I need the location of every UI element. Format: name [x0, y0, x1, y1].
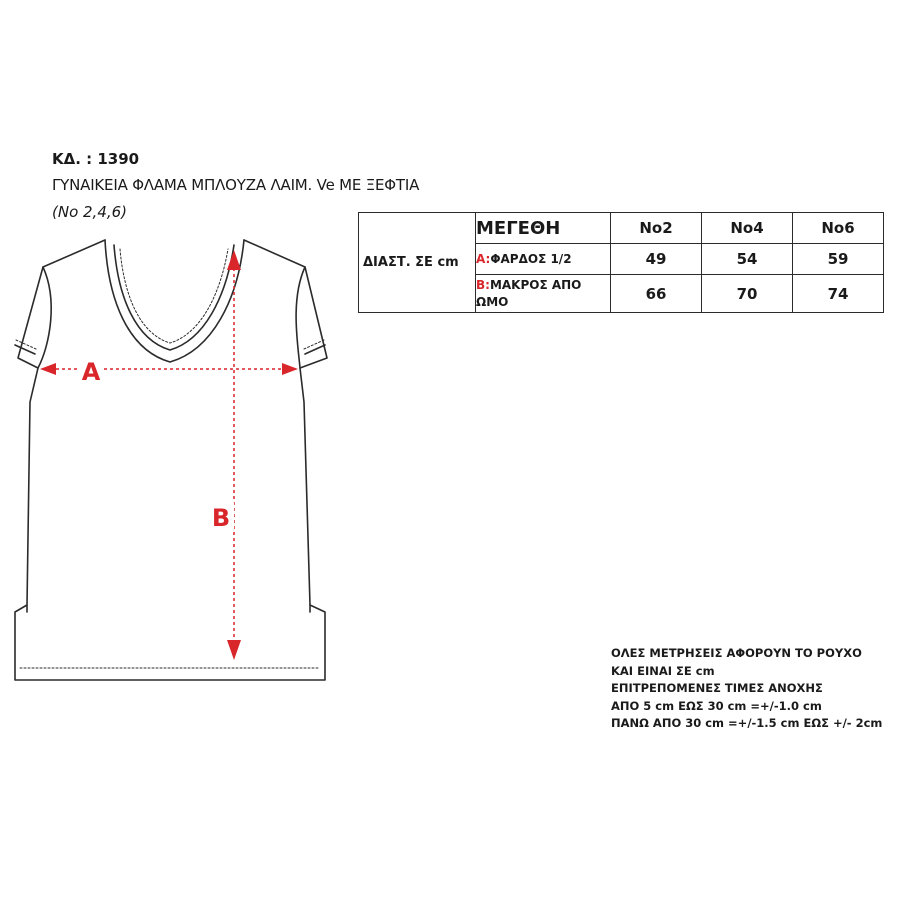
table-cell: 49 [611, 244, 702, 275]
dimension-b [227, 250, 241, 660]
row-label-width [476, 244, 611, 275]
dimension-b-label: B [211, 504, 231, 532]
note-line: ΕΠΙΤΡΕΠΟΜΕΝΕΣ ΤΙΜΕΣ ΑΝΟΧΗΣ [611, 681, 823, 695]
product-code: ΚΔ. : 1390 [52, 150, 140, 168]
note-line: ΟΛΕΣ ΜΕΤΡΗΣΕΙΣ ΑΦΟΡΟΥΝ ΤΟ ΡΟΥΧΟ [611, 646, 862, 660]
table-cell: 70 [702, 275, 793, 313]
table-cell: 59 [793, 244, 884, 275]
tee-outline [15, 240, 327, 680]
row-label-length [476, 275, 611, 313]
row-letter-a: A: [476, 251, 491, 266]
size-column-no4: No4 [702, 213, 793, 244]
table-cell: 74 [793, 275, 884, 313]
row-label-width-text: ΦΑΡΔΟΣ 1/2 [490, 251, 572, 266]
sleeve-hem-right [305, 345, 325, 354]
size-table [358, 212, 884, 313]
row-letter-b: B: [476, 277, 490, 292]
note-line: ΑΠΟ 5 cm ΕΩΣ 30 cm =+/-1.0 cm [611, 698, 822, 713]
available-sizes: (No 2,4,6) [52, 203, 128, 221]
sizes-header: ΜΕΓΕΘΗ [476, 213, 611, 244]
product-description: ΓΥΝΑΙΚΕΙΑ ΦΛΑΜΑ ΜΠΛΟΥΖΑ ΛΑΙΜ. Ve ΜΕ ΞΕΦΤΙΑ [52, 176, 420, 194]
size-column-no2: No2 [611, 213, 702, 244]
row-label-length-text: ΜΑΚΡΟΣ ΑΠΟ ΩΜΟ [476, 277, 582, 309]
armhole-seam-right [296, 267, 305, 368]
size-column-no6: No6 [793, 213, 884, 244]
note-line: ΠΑΝΩ ΑΠΟ 30 cm =+/-1.5 cm ΕΩΣ +/- 2cm [611, 716, 883, 730]
armhole-seam-left [38, 267, 51, 368]
table-header-row [359, 213, 884, 244]
sleeve-hem-left [15, 345, 35, 354]
note-line: ΚΑΙ ΕΙΝΑΙ ΣΕ cm [611, 663, 715, 678]
measurement-notes [611, 645, 882, 733]
table-cell: 66 [611, 275, 702, 313]
dimension-a-label: A [81, 358, 101, 386]
table-cell: 54 [702, 244, 793, 275]
table-corner-label: ΔΙΑΣΤ. ΣΕ cm [359, 213, 476, 313]
